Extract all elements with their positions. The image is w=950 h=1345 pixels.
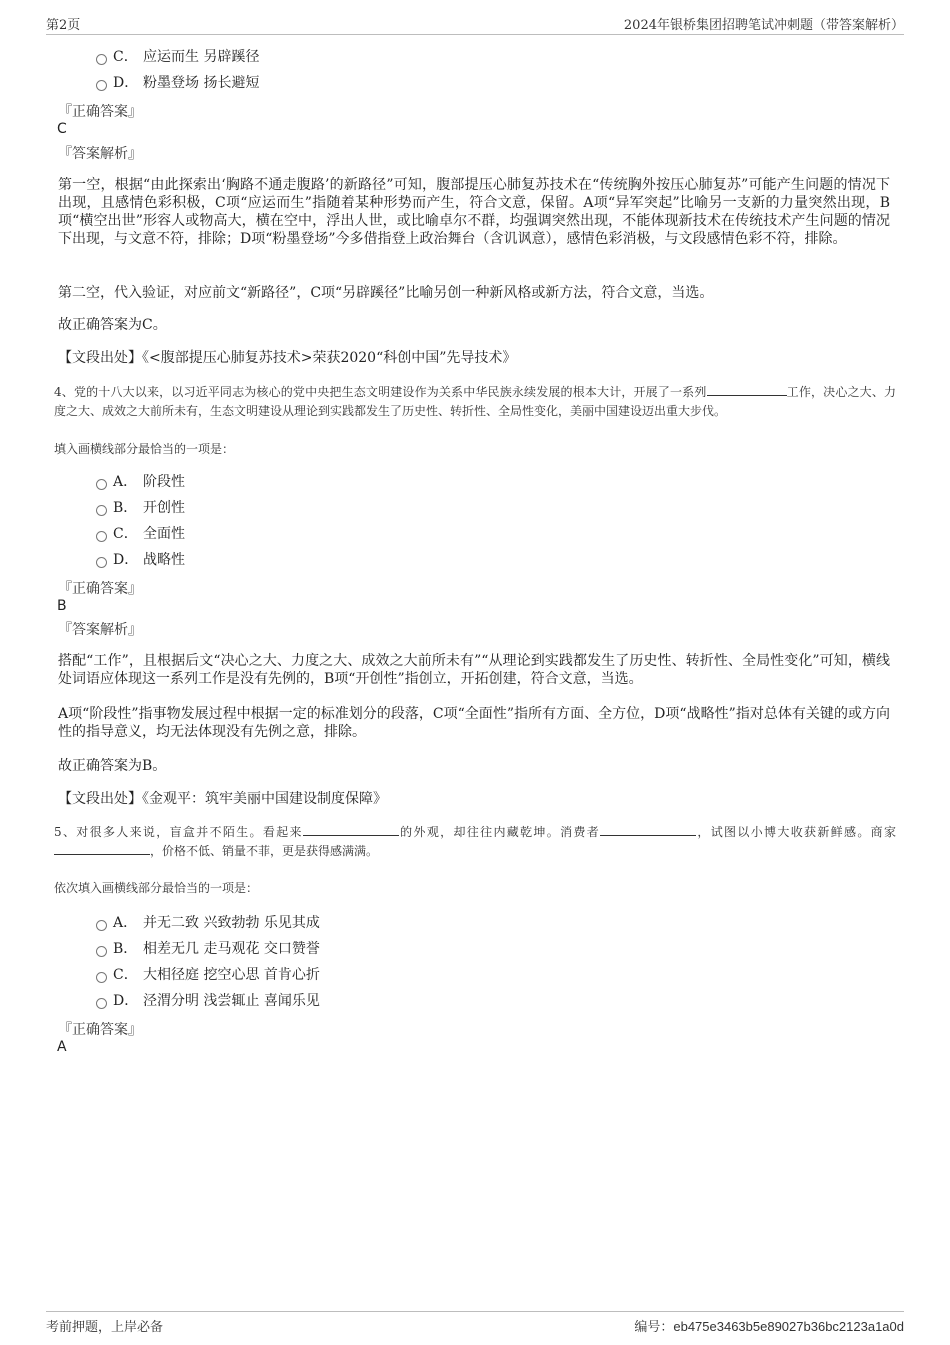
answer-value: A (57, 1039, 67, 1055)
question-prompt: 填入画横线部分最恰当的一项是： (54, 442, 235, 456)
question-5-text: 5、对很多人来说，盲盒并不陌生。看起来 的外观，却往往内藏乾坤。消费者 ，试图以小博大收获新鲜感。商家，价格不低、销量不菲，更是获得感满满。 (54, 825, 896, 858)
option-d[interactable]: D． 泾渭分明 浅尝辄止 喜闻乐见 (96, 991, 320, 1011)
fill-blank (707, 383, 787, 396)
document-code: 编号：eb475e3463b5e89027b36bc2123a1a0d (634, 1319, 904, 1335)
analysis-label: 『答案解析』 (58, 622, 142, 638)
option-a[interactable]: A． 并无二致 兴致勃勃 乐见其成 (96, 913, 320, 933)
fill-blank (303, 823, 399, 836)
analysis-paragraph: 搭配“工作”，且根据后文“决心之大、力度之大、成效之大前所未有”“从理论到实践都发生了历史性、转折性、全局性变化”可知，横线处词语应体现这一系列工作是没有先例的，B项“开创性”指创立，开拓创建，符合文意，当选。 (58, 653, 890, 687)
analysis-label: 『答案解析』 (58, 146, 142, 162)
radio-icon[interactable] (96, 80, 107, 91)
option-a[interactable]: A． 阶段性 (96, 472, 185, 492)
question-4-text: 4、党的十八大以来，以习近平同志为核心的党中央把生态文明建设作为关系中华民族永续发展的根本大计，开展了一系列 工作，决心之大、力度之大、成效之大前所未有，生态文明建设从理论到实践都发生了历史性、转折性、全局性变化，美丽中国建设迈出重大步伐。 (54, 385, 896, 418)
document-title: 2024年银桥集团招聘笔试冲刺题（带答案解析） (623, 18, 904, 33)
analysis-conclusion: 故正确答案为B。 (58, 758, 167, 774)
radio-icon[interactable] (96, 998, 107, 1009)
option-c[interactable]: C． 大相径庭 挖空心思 首肯心折 (96, 965, 320, 985)
radio-icon[interactable] (96, 972, 107, 983)
fill-blank (54, 842, 150, 855)
option-b[interactable]: B． 开创性 (96, 498, 185, 518)
option-c[interactable]: C． 全面性 (96, 524, 185, 544)
page-footer (46, 1311, 904, 1334)
source-citation: 【文段出处】《金观平：筑牢美丽中国建设制度保障》 (58, 791, 387, 807)
option-b[interactable]: B． 相差无几 走马观花 交口赞誉 (96, 939, 320, 959)
option-c[interactable]: C． 应运而生 另辟蹊径 (96, 47, 259, 67)
radio-icon[interactable] (96, 54, 107, 65)
analysis-paragraph: A项“阶段性”指事物发展过程中根据一定的标准划分的段落，C项“全面性”指所有方面、全方位，D项“战略性”指对总体有关键的或方向性的指导意义，均无法体现没有先例之意，排除。 (58, 706, 890, 740)
page-number: 第2页 (46, 18, 81, 33)
radio-icon[interactable] (96, 531, 107, 542)
source-citation: 【文段出处】《<腹部提压心肺复苏技术>荣获2020“科创中国”先导技术》 (58, 350, 517, 366)
analysis-paragraph: 第二空，代入验证，对应前文“新路径”，C项“另辟蹊径”比喻另创一种新风格或新方法，符合文意，当选。 (58, 285, 714, 301)
analysis-paragraph: 第一空，根据“由此探索出‘胸路不通走腹路’的新路径”可知，腹部提压心肺复苏技术在“传统胸外按压心肺复苏”可能产生问题的情况下出现，且感情色彩积极，C项“应运而生”指随着某种形势而产生，符合文意，保留。A项“异军突起”比喻另一支新的力量突然出现，B项“横空出世”形容人或物高大，横在空中，浮出人世，或比喻卓尔不群，均强调突然出现，不能体现新技术在传统技术产生问题的情况下出现，与文意不符，排除；D项“粉墨登场”今多借指登上政治舞台（含讥讽意），感情色彩消极，与文段感情色彩不符，排除。 (58, 177, 890, 247)
answer-label: 『正确答案』 (58, 104, 142, 120)
analysis-conclusion: 故正确答案为C。 (58, 317, 167, 333)
answer-label: 『正确答案』 (58, 1022, 142, 1038)
answer-value: B (57, 598, 67, 614)
radio-icon[interactable] (96, 946, 107, 957)
radio-icon[interactable] (96, 505, 107, 516)
answer-value: C (57, 121, 67, 137)
option-d[interactable]: D． 战略性 (96, 550, 185, 570)
radio-icon[interactable] (96, 479, 107, 490)
fill-blank (600, 823, 696, 836)
radio-icon[interactable] (96, 557, 107, 568)
page-header (46, 14, 904, 35)
footer-slogan: 考前押题，上岸必备 (46, 1320, 164, 1335)
radio-icon[interactable] (96, 920, 107, 931)
answer-label: 『正确答案』 (58, 581, 142, 597)
option-d[interactable]: D． 粉墨登场 扬长避短 (96, 73, 259, 93)
question-prompt: 依次填入画横线部分最恰当的一项是： (54, 881, 259, 895)
